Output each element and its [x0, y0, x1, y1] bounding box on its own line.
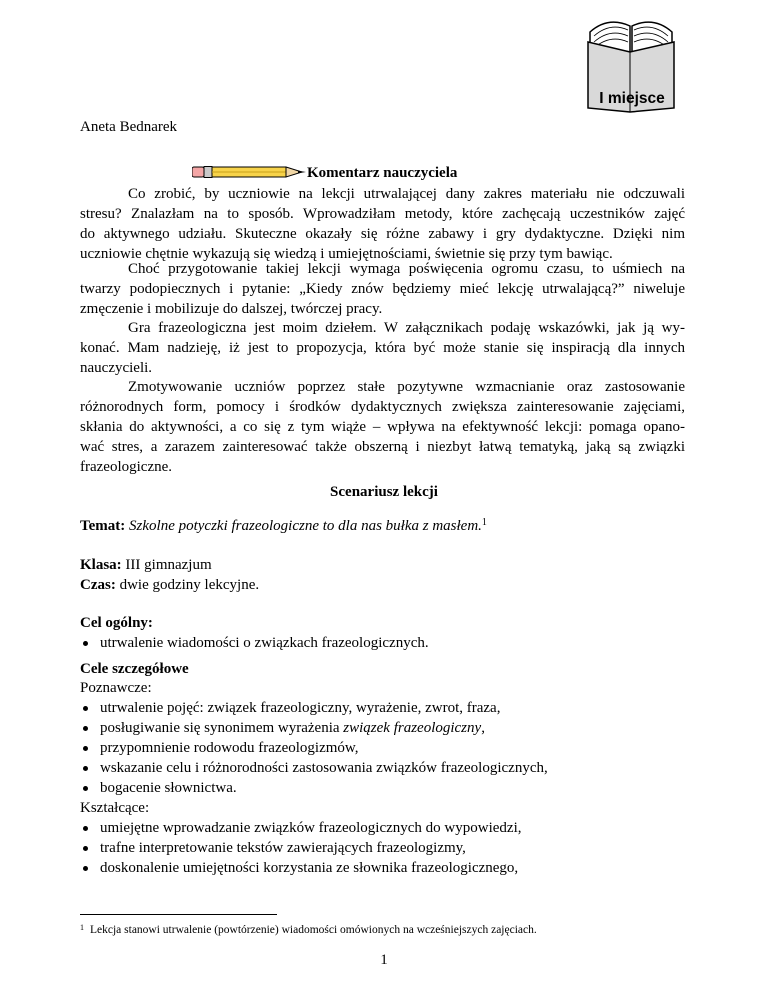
- time-label: Czas:: [80, 577, 116, 593]
- footnote: [80, 922, 537, 938]
- time-value: dwie godziny lekcyjne.: [119, 577, 260, 593]
- text-line: wać stres, a zarazem zainteresować także obszerną i niezbyt łatwą tematyką, jaką są związki: [80, 439, 685, 455]
- comment-paragraph-1: [80, 184, 685, 264]
- text-line: zmęczenie i mobilizuje do dalszej, twórczej pracy.: [80, 301, 383, 317]
- list-item: przypomnienie rodowodu frazeologizmów,: [80, 738, 548, 758]
- footnote-text: Lekcja stanowi utrwalenie (powtórzenie) wiadomości omówionych na wcześniejszych zajęciach.: [90, 924, 537, 936]
- badge-label: I miejsce: [599, 90, 665, 107]
- list-item: umiejętne wprowadzanie związków frazeologicznych do wypowiedzi,: [80, 818, 522, 838]
- comment-title: Komentarz nauczyciela: [307, 165, 458, 181]
- scenario-title: Scenariusz lekcji: [330, 484, 438, 500]
- text-line: stresu? Znalazłam na to sposób. Wprowadziłam metody, które zachęcają uczestników zajęć: [80, 206, 685, 222]
- text-line: nauczycieli.: [80, 360, 153, 376]
- list-item: trafne interpretowanie tekstów zawierających frazeologizmy,: [80, 838, 522, 858]
- text-line: różnorodnych form, pomocy i środków dydaktycznych zwiększa zainteresowanie zajęciami,: [80, 399, 685, 415]
- list-item: utrwalenie pojęć: związek frazeologiczny, wyrażenie, zwrot, fraza,: [80, 698, 548, 718]
- footnote-divider: [80, 914, 277, 915]
- author-name: Aneta Bednarek: [80, 119, 178, 135]
- general-goal-list: [80, 633, 429, 653]
- comment-paragraph-4: [80, 377, 685, 477]
- text-line: Zmotywowanie uczniów poprzez stałe pozytywne wzmacnianie oraz zastosowanie: [128, 379, 685, 395]
- topic-text: Szkolne potyczki frazeologiczne to dla nas bułka z masłem.: [129, 518, 482, 534]
- pencil-icon: [192, 165, 308, 179]
- text-line: frazeologiczne.: [80, 459, 173, 475]
- general-goal-heading: Cel ogólny:: [80, 615, 153, 631]
- time-line: [80, 575, 259, 595]
- cognitive-list: [80, 698, 548, 798]
- text-line: Co zrobić, by uczniowie na lekcji utrwalającej dany zakres materiału nie odczuwali: [128, 186, 685, 202]
- text-line: do aktywnego udziału. Skuteczne okazały się różne zabawy i gry dydaktyczne. Dzięki nim: [80, 226, 685, 242]
- text-line: konać. Mam nadzieję, iż jest to propozycja, która być może stanie się inspiracją dla innych: [80, 340, 685, 356]
- comment-paragraph-2: [80, 259, 685, 319]
- lesson-topic: [80, 516, 487, 536]
- award-badge: [586, 12, 676, 114]
- class-line: [80, 555, 212, 575]
- class-value: III gimnazjum: [125, 557, 212, 573]
- text-line: twarzy podopiecznych i pytanie: „Kiedy znów będziemy mieć lekcję utrwalającą?” niweluje: [80, 281, 685, 297]
- formative-list: [80, 818, 522, 878]
- class-label: Klasa:: [80, 557, 122, 573]
- cognitive-label: Poznawcze:: [80, 680, 152, 696]
- text-line: uczniowie chętnie wykazują się wiedzą i umiejętnościami, świetnie się przy tym bawiąc.: [80, 246, 613, 262]
- text-line: Gra frazeologiczna jest moim dziełem. W załącznikach podaję wskazówki, jak ją wy-: [128, 320, 685, 336]
- comment-paragraph-3: [80, 318, 685, 378]
- list-item: posługiwanie się synonimem wyrażenia związek frazeologiczny,: [80, 718, 548, 738]
- text-line: Choć przygotowanie takiej lekcji wymaga poświęcenia ogromu czasu, to uśmiech na: [128, 261, 685, 277]
- footnote-ref: 1: [481, 517, 487, 528]
- list-item: bogacenie słownictwa.: [80, 778, 548, 798]
- page-number: 1: [380, 952, 388, 968]
- specific-goals-heading: Cele szczegółowe: [80, 661, 189, 677]
- list-item: doskonalenie umiejętności korzystania ze słownika frazeologicznego,: [80, 858, 522, 878]
- list-item: utrwalenie wiadomości o związkach frazeologicznych.: [80, 633, 429, 653]
- topic-label: Temat:: [80, 518, 126, 534]
- formative-label: Kształcące:: [80, 800, 150, 816]
- footnote-number: 1: [80, 923, 84, 932]
- list-item: wskazanie celu i różnorodności zastosowania związków frazeologicznych,: [80, 758, 548, 778]
- text-line: skłania do aktywności, a co się z tym wiąże – wpływa na efektywność lekcji: pomaga opano-: [80, 419, 685, 435]
